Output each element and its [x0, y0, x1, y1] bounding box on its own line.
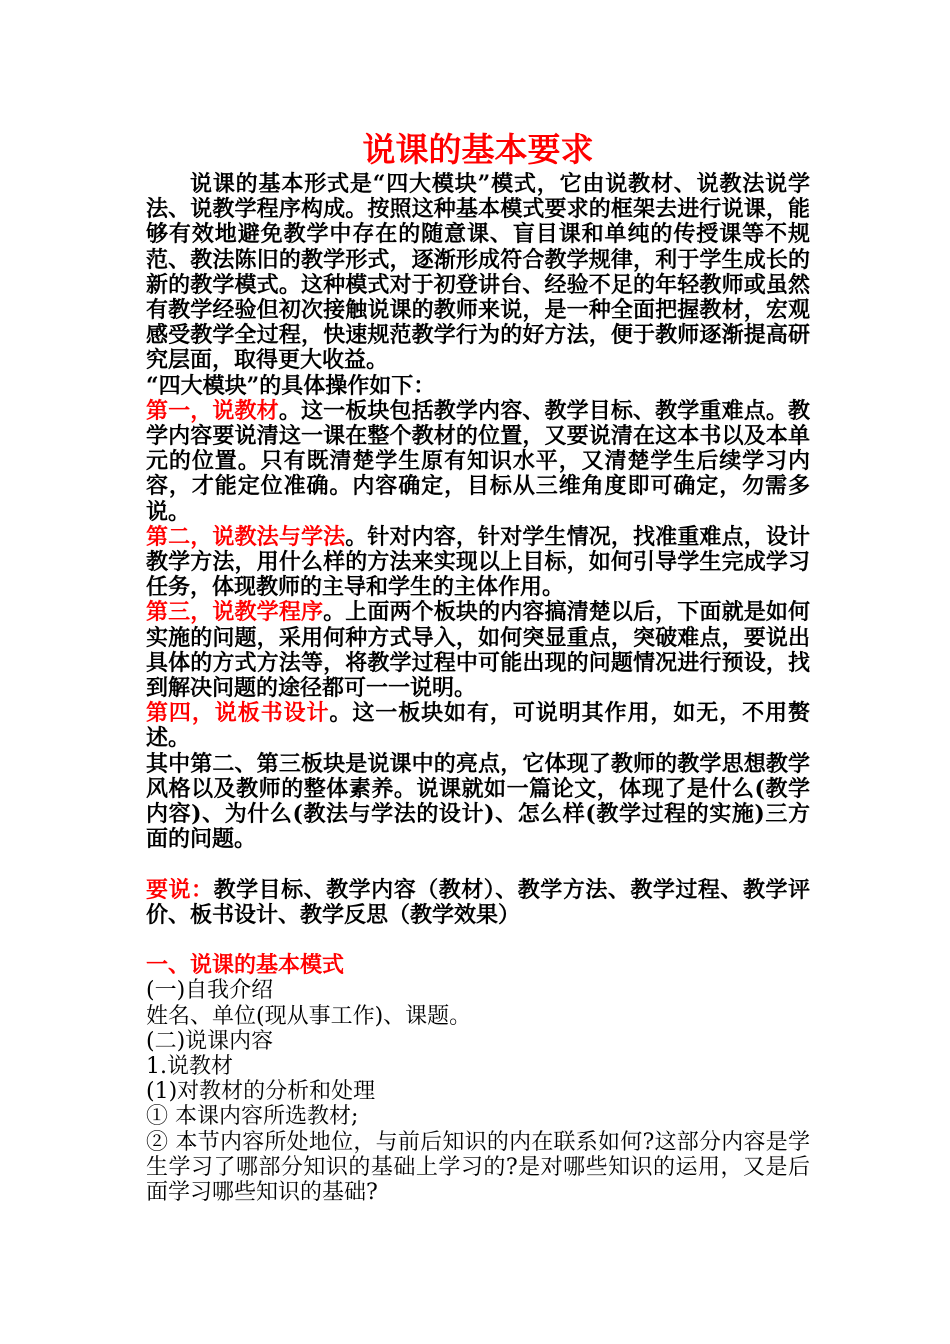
outline-item: (1)对教材的分析和处理 — [146, 1079, 376, 1105]
outline-item: 1.说教材 — [146, 1054, 233, 1080]
intro-paragraph: 说课的基本形式是“四大模块”模式，它由说教材、说教法说学法、说教学程序构成。按照这种基本模式要求的框架去进行说课，能够有效地避免教学中存在的随意课、盲目课和单纯的传授课等不规范、教法陈旧的教学形式，逐渐形成符合教学规律，利于学生成长的新的教学模式。这种模式对于初登讲台、经验不足的年轻教师或虽然有教学经验但初次接触说课的教师来说，是一种全面把握教材，宏观感受教学全过程，快速规范教学行为的好方法，便于教师逐渐提高研究层面，取得更大收益。 — [146, 171, 810, 374]
module-paragraph-3 — [146, 600, 810, 701]
module-paragraph-4 — [146, 701, 810, 751]
page-title: 说课的基本要求 — [362, 130, 594, 169]
spacer — [146, 928, 810, 953]
outline-item: ① 本课内容所选教材; — [146, 1104, 359, 1130]
outline-item: (二)说课内容 — [146, 1028, 274, 1054]
outline-item: (一)自我介绍 — [146, 978, 274, 1004]
module-paragraph-1 — [146, 399, 810, 525]
module-heading: 第四，说板书设计 — [146, 700, 330, 727]
outline-list — [146, 978, 810, 1205]
module-heading: 第一，说教材 — [146, 397, 279, 424]
module-text: 。这一板块包括教学内容、教学目标、教学重难点。教学内容要说清这一课在整个教材的位置，又要说清在这本书以及本单元的位置。只有既清楚学生原有知识水平，又清楚学生后续学习内容，才能定位准确。内容确定，目标从三维角度即可确定，勿需多说。 — [146, 397, 810, 525]
spacer — [146, 852, 810, 877]
outline-item: 姓名、单位(现从事工作)、课题。 — [146, 1003, 472, 1029]
main-body — [146, 172, 810, 978]
module-heading: 第三，说教学程序 — [146, 599, 324, 626]
must-say-text: 教学目标、教学内容（教材）、教学方法、教学过程、教学评价、板书设计、教学反思（教学效果） — [146, 876, 810, 928]
module-text: 。针对内容，针对学生情况，找准重难点，设计教学方法，用什么样的方法来实现以上目标，如何引导学生完成学习任务，体现教师的主导和学生的主体作用。 — [146, 523, 810, 601]
highlight-paragraph: 其中第二、第三板块是说课中的亮点，它体现了教师的教学思想教学风格以及教师的整体素养。说课就如一篇论文，体现了是什么(教学内容)、为什么(教法与学法的设计)、怎么样(教学过程的实施)三方面的问题。 — [146, 750, 810, 853]
module-text: 。上面两个板块的内容搞清楚以后，下面就是如何实施的问题，采用何种方式导入，如何突显重点，突破难点，要说出具体的方式方法等，将教学过程中可能出现的问题情况进行预设，找到解决问题的途径都可一一说明。 — [146, 599, 810, 702]
document-page — [146, 128, 810, 1205]
operations-intro: “四大模块”的具体操作如下： — [146, 372, 436, 399]
module-text: 。这一板块如有，可说明其作用，如无，不用赘述。 — [146, 700, 810, 752]
module-paragraph-2 — [146, 525, 810, 601]
must-say-label: 要说： — [146, 876, 214, 903]
must-say-paragraph — [146, 878, 810, 928]
module-heading: 第二，说教法与学法 — [146, 523, 346, 550]
outline-item: ② 本节内容所处地位，与前后知识的内在联系如何?这部分内容是学生学习了哪部分知识的基础上学习的?是对哪些知识的运用，又是后面学习哪些知识的基础? — [146, 1129, 810, 1206]
section-heading: 一、说课的基本模式 — [146, 952, 345, 979]
